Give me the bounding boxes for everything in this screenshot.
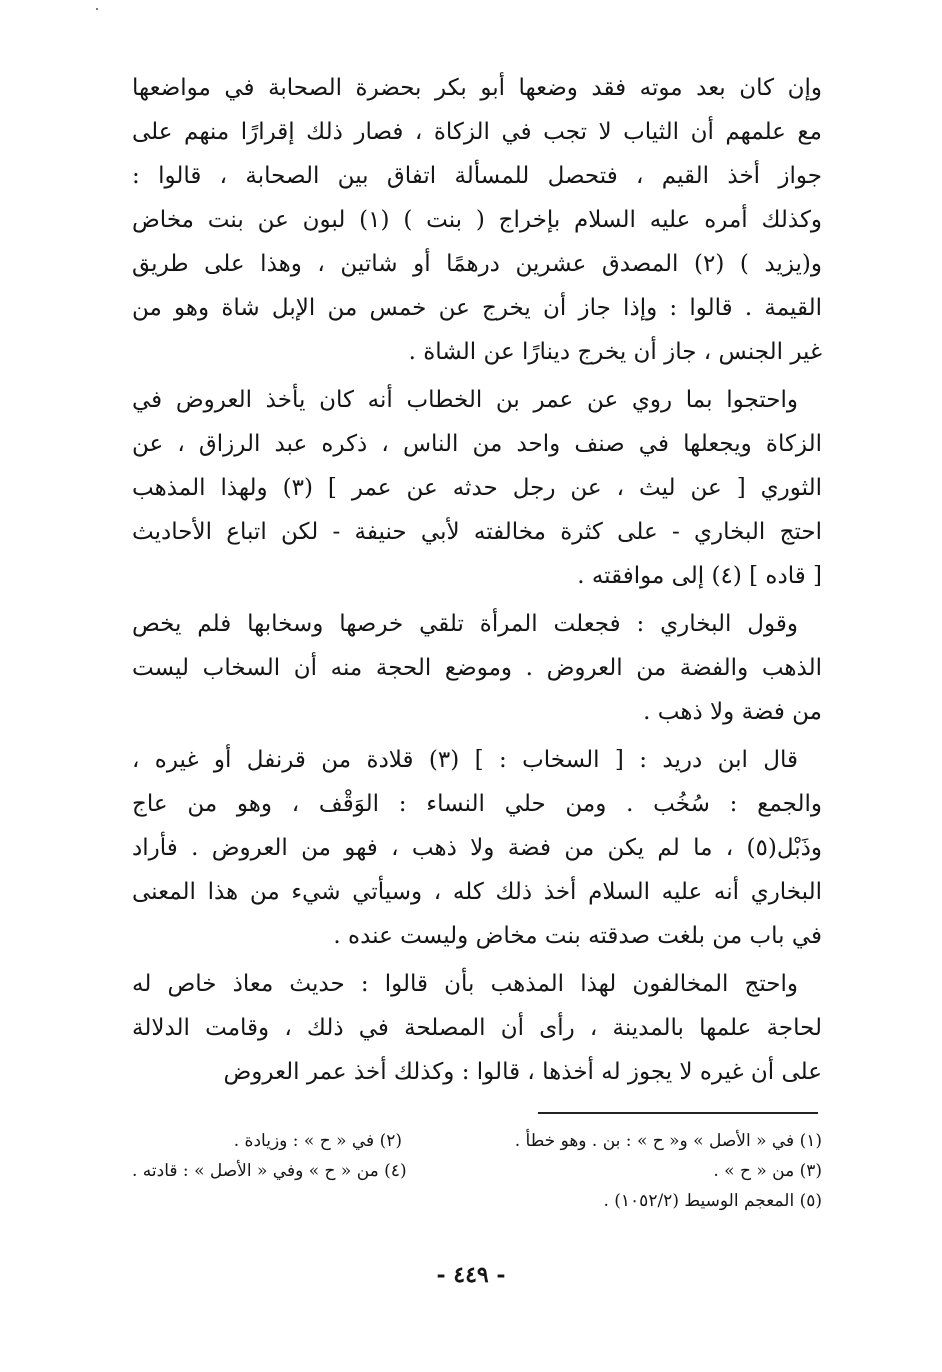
paragraph [132, 962, 822, 1094]
text-line: وقول البخاري : فجعلت المرأة تلقي خرصها وسخابها فلم يخص [132, 611, 798, 637]
footnote-row [132, 1126, 822, 1156]
main-text [132, 66, 822, 1098]
footnote-row [132, 1186, 822, 1216]
text-line: احتج البخاري - على كثرة مخالفته لأبي حنيفة - لكن اتباع الأحاديث [132, 519, 822, 545]
text-line: البخاري أنه عليه السلام أخذ ذلك كله ، وسيأتي شيء من هذا المعنى [132, 879, 822, 905]
text-line: في باب من بلغت صدقته بنت مخاض وليست عنده . [333, 923, 822, 949]
footnote-separator [538, 1112, 818, 1114]
text-line: على أن غيره لا يجوز له أخذها ، قالوا : وكذلك أخذ عمر العروض [223, 1059, 822, 1085]
text-line: وكذلك أمره عليه السلام بإخراج ( بنت ) (١) لبون عن بنت مخاض [132, 207, 822, 233]
footnote-4: (٤) من « ح » وفي « الأصل » : قادته . [132, 1161, 407, 1181]
text-line: قال ابن دريد : [ السخاب : ] (٣) قلادة من قرنفل أو غيره ، [132, 747, 798, 773]
footnote-2: (٢) في « ح » : وزيادة . [233, 1131, 402, 1151]
text-line: الذهب والفضة من العروض . وموضع الحجة منه أن السخاب ليست [132, 655, 822, 681]
text-line: [ قاده ] (٤) إلى موافقته . [577, 563, 822, 589]
text-line: غير الجنس ، جاز أن يخرج دينارًا عن الشاة . [408, 339, 822, 365]
text-line: الثوري [ عن ليث ، عن رجل حدثه عن عمر ] (٣) ولهذا المذهب [132, 475, 822, 501]
paragraph [132, 66, 822, 374]
text-line: و(يزيد ) (٢) المصدق عشرين درهمًا أو شاتين ، وهذا على طريق [132, 251, 822, 277]
page-number: - ٤٤٩ - [436, 1262, 506, 1288]
scan-speck [96, 8, 98, 10]
text-line: واحتجوا بما روي عن عمر بن الخطاب أنه كان يأخذ العروض في [132, 387, 798, 413]
footnote-5: (٥) المعجم الوسيط (١٠٥٢/٢) . [603, 1191, 822, 1211]
text-line: واحتج المخالفون لهذا المذهب بأن قالوا : حديث معاذ خاص له [132, 971, 798, 997]
paragraph [132, 378, 822, 598]
footnotes [132, 1126, 822, 1216]
text-line: جواز أخذ القيم ، فتحصل للمسألة اتفاق بين الصحابة ، قالوا : [132, 163, 822, 189]
text-line: لحاجة علمها بالمدينة ، رأى أن المصلحة في ذلك ، وقامت الدلالة [132, 1015, 822, 1041]
text-line: الزكاة ويجعلها في صنف واحد من الناس ، ذكره عبد الرزاق ، عن [132, 431, 822, 457]
footnote-3: (٣) من « ح » . [713, 1161, 822, 1181]
footnote-row [132, 1156, 822, 1186]
text-line: وإن كان بعد موته فقد وضعها أبو بكر بحضرة الصحابة في مواضعها [132, 75, 822, 101]
footnote-1: (١) في « الأصل » و« ح » : بن . وهو خطأ . [514, 1131, 822, 1151]
paragraph [132, 602, 822, 734]
text-line: والجمع : سُخُب . ومن حلي النساء : الوَقْف ، وهو من عاج [132, 791, 822, 817]
text-line: القيمة . قالوا : وإذا جاز أن يخرج عن خمس من الإبل شاة وهو من [132, 295, 822, 321]
text-line: مع علمهم أن الثياب لا تجب في الزكاة ، فصار ذلك إقرارًا منهم على [132, 119, 822, 145]
text-line: وذَبْل(٥) ، ما لم يكن من فضة ولا ذهب ، فهو من العروض . فأراد [132, 835, 822, 861]
paragraph [132, 738, 822, 958]
text-line: من فضة ولا ذهب . [643, 699, 822, 725]
